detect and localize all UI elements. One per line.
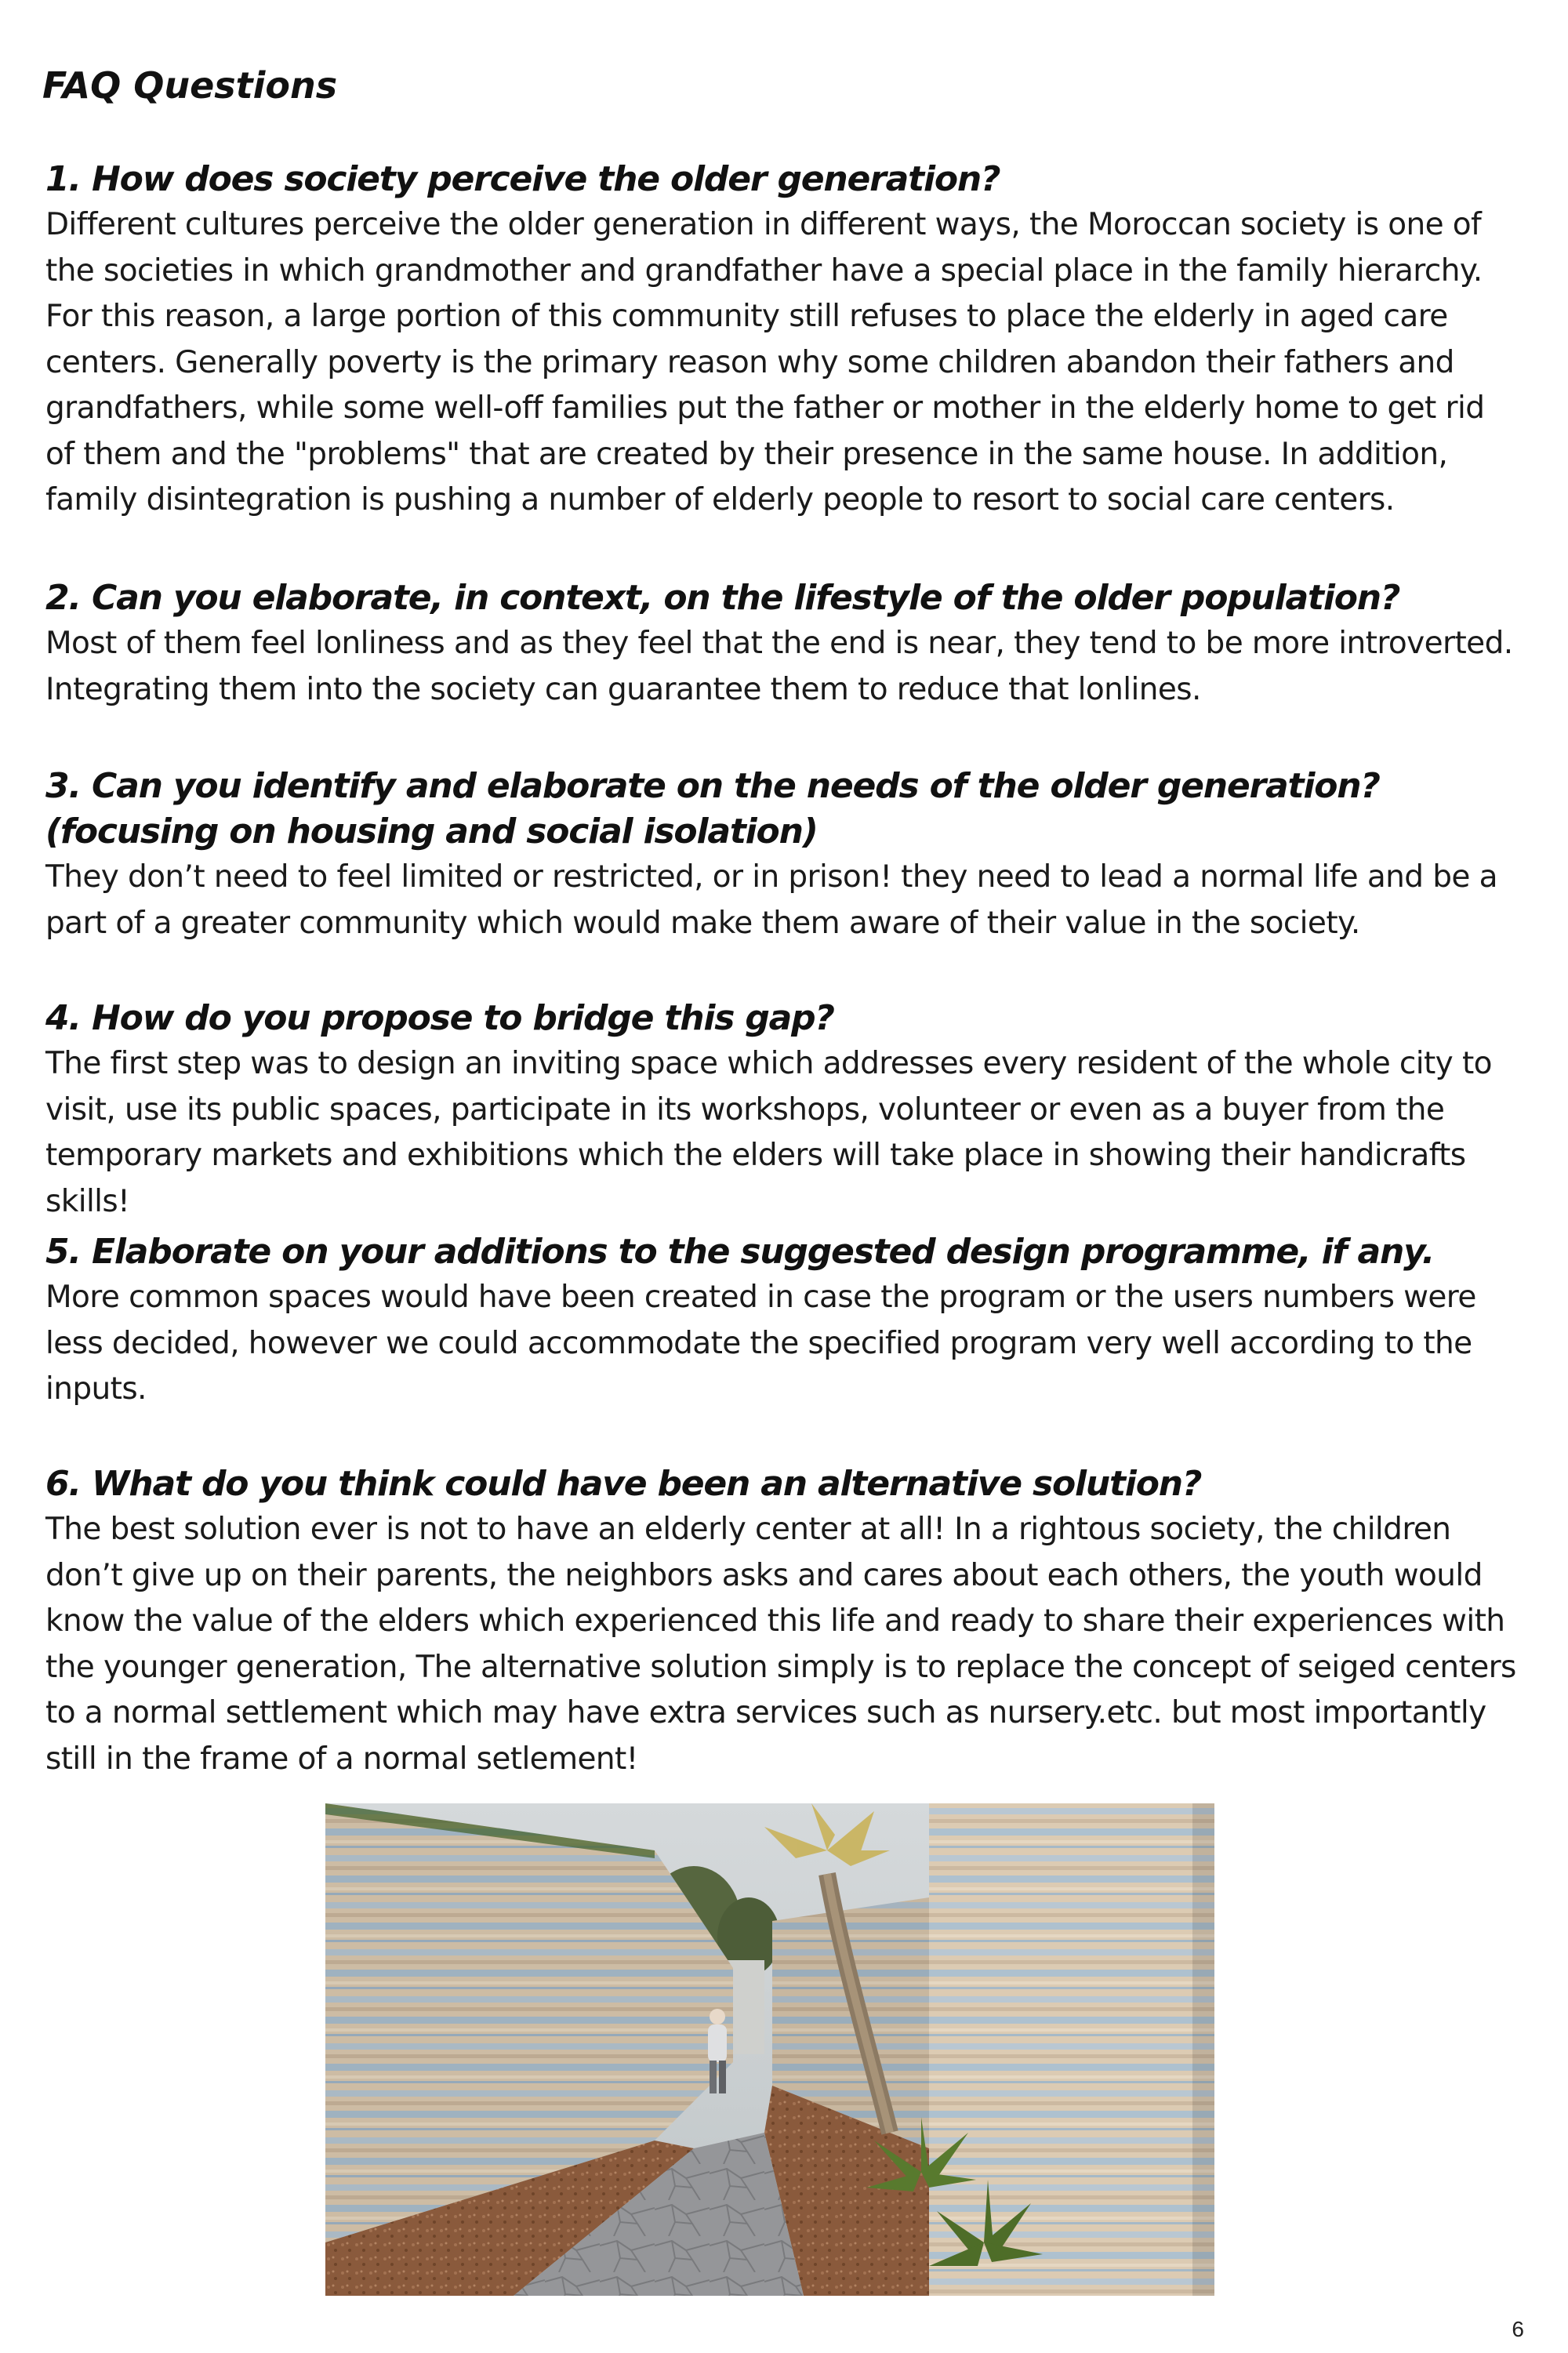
faq-item-4	[45, 996, 1519, 1225]
courtyard-render-svg	[325, 1803, 1214, 2296]
faq-answer: More common spaces would have been created in case the program or the users numbers were less decided, however we could accommodate the specified program very well according to the inputs.	[45, 1280, 1476, 1407]
faq-item-6	[45, 1462, 1519, 1782]
faq-item-3	[45, 764, 1519, 946]
faq-answer: Different cultures perceive the older generation in different ways, the Moroccan society is one of the societies in which grandmother and grandfather have a special place in the family hierarchy. For this reason, a large portion of this community still refuses to place the elderly in aged care centers. Generally poverty is the primary reason why some children abandon their fathers and grandfathers, while some well-off families put the father or mother in the elderly home to get rid of them and the "problems" that are created by their presence in the same house. In addition, family disintegration is pushing a number of elderly people to resort to social care centers.	[45, 207, 1485, 517]
page-number: 6	[1512, 2317, 1524, 2341]
faq-question: 2. Can you elaborate, in context, on the lifestyle of the older population?	[45, 578, 1400, 618]
faq-question: 3. Can you identify and elaborate on the needs of the older generation? (focusing on housing and social isolation)	[45, 766, 1380, 852]
faq-answer: The best solution ever is not to have an elderly center at all! In a rightous society, the children don’t give up on their parents, the neighbors asks and cares about each others, the youth would know the value of the elders which experienced this life and ready to share their experiences with the younger generation, The alternative solution simply is to replace the concept of seiged centers to a normal settlement which may have extra services such as nursery.etc. but most importantly still in the frame of a normal setlement!	[45, 1512, 1516, 1777]
faq-question: 6. What do you think could have been an alternative solution?	[45, 1464, 1202, 1504]
faq-answer: They don’t need to feel limited or restricted, or in prison! they need to lead a normal life and be a part of a greater community which would make them aware of their value in the society.	[45, 859, 1497, 941]
faq-answer: Most of them feel lonliness and as they feel that the end is near, they tend to be more introverted. Integrating them into the society can guarantee them to reduce that lonlines.	[45, 626, 1513, 707]
courtyard-render-image	[325, 1803, 1214, 2296]
faq-question: 4. How do you propose to bridge this gap?	[45, 998, 834, 1038]
page-title: FAQ Questions	[42, 64, 338, 107]
faq-item-5	[45, 1229, 1519, 1413]
faq-answer: The first step was to design an inviting space which addresses every resident of the whole city to visit, use its public spaces, participate in its workshops, volunteer or even as a buyer from the temporary markets and exhibitions which the elders will take place in showing their handicrafts skills!	[45, 1046, 1492, 1219]
faq-question: 1. How does society perceive the older generation?	[45, 159, 1000, 199]
faq-question: 5. Elaborate on your additions to the suggested design programme, if any.	[45, 1232, 1435, 1272]
faq-item-2	[45, 576, 1519, 713]
faq-item-1	[45, 157, 1519, 524]
